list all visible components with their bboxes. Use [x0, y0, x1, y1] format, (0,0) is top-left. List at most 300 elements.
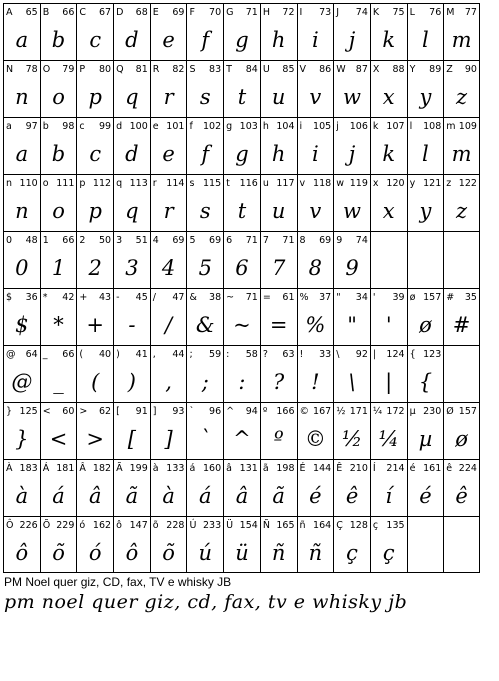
cell-label	[410, 7, 442, 18]
glyph-cell	[76, 3, 113, 60]
cell-label	[79, 463, 111, 474]
glyph-cell	[297, 3, 334, 60]
glyph-sample: z	[456, 85, 468, 109]
cell-label	[43, 7, 75, 18]
cell-code: 50	[98, 235, 112, 246]
glyph-sample: º	[273, 427, 284, 451]
cell-label	[446, 7, 477, 18]
glyph-sample: ^	[233, 427, 251, 451]
glyph-cell	[76, 459, 113, 516]
cell-char: R	[152, 64, 160, 75]
cell-code: 67	[98, 7, 112, 18]
glyph-cell	[113, 402, 150, 459]
glyph-sample: ç	[382, 541, 395, 565]
cell-label	[446, 292, 477, 303]
glyph-cell	[370, 288, 407, 345]
glyph-sample: ô	[125, 541, 139, 565]
cell-char: Ã	[116, 463, 123, 474]
cell-char: U	[262, 64, 270, 75]
glyph-sample: a	[15, 142, 29, 166]
cell-label	[263, 64, 295, 75]
cell-code: 68	[135, 7, 148, 18]
cell-code: 88	[392, 64, 405, 75]
glyph-cell	[407, 459, 444, 516]
cell-label	[79, 520, 111, 531]
cell-label	[116, 406, 148, 417]
cell-char: ê	[446, 463, 453, 474]
glyph-cell	[150, 402, 187, 459]
glyph-cell	[333, 117, 370, 174]
glyph-cell	[333, 231, 370, 288]
cell-label	[153, 292, 185, 303]
cell-code: 35	[464, 292, 477, 303]
glyph-cell	[297, 174, 334, 231]
cell-label	[263, 349, 295, 360]
cell-code: 119	[349, 178, 368, 189]
cell-code: 51	[135, 235, 148, 246]
cell-char: B	[42, 7, 50, 18]
cell-label	[153, 7, 185, 18]
cell-code: 69	[172, 235, 185, 246]
glyph-sample: t	[237, 199, 247, 223]
glyph-cell	[260, 60, 297, 117]
cell-char: [	[116, 406, 120, 417]
cell-code: 89	[429, 64, 442, 75]
glyph-sample: g	[235, 142, 249, 166]
glyph-sample: t	[237, 85, 247, 109]
cell-code: 81	[135, 64, 148, 75]
glyph-cell	[76, 516, 113, 573]
cell-label	[300, 64, 332, 75]
cell-char: Õ	[42, 520, 51, 531]
cell-code: 47	[172, 292, 185, 303]
glyph-cell	[3, 345, 40, 402]
cell-code: 109	[458, 121, 477, 132]
cell-label	[226, 520, 258, 531]
glyph-cell	[443, 459, 480, 516]
glyph-cell	[260, 459, 297, 516]
glyph-sample: õ	[52, 541, 65, 565]
cell-code: 74	[355, 235, 368, 246]
cell-label	[79, 64, 111, 75]
cell-code: 44	[172, 349, 185, 360]
sample-rendered-text: pm noel quer giz, cd, fax, tv e whisky jb	[4, 591, 408, 613]
glyph-sample: é	[419, 484, 432, 508]
cell-char: (	[79, 349, 84, 360]
cell-code: 69	[209, 235, 222, 246]
cell-label	[300, 520, 332, 531]
cell-code: 103	[239, 121, 258, 132]
cell-char: s	[189, 178, 195, 189]
glyph-sample: *	[53, 313, 64, 337]
cell-char: 9	[336, 235, 343, 246]
cell-char: %	[299, 292, 309, 303]
cell-label	[410, 349, 442, 360]
grid-row	[3, 60, 493, 117]
glyph-cell	[113, 231, 150, 288]
cell-label	[43, 520, 75, 531]
cell-code: 230	[423, 406, 442, 417]
cell-char: X	[372, 64, 380, 75]
cell-char: v	[299, 178, 306, 189]
cell-label	[79, 121, 111, 132]
glyph-cell	[223, 345, 260, 402]
cell-char: G	[226, 7, 234, 18]
cell-label	[153, 406, 185, 417]
glyph-cell	[3, 3, 40, 60]
glyph-sample: á	[199, 484, 212, 508]
cell-char: T	[226, 64, 232, 75]
cell-char: h	[262, 121, 269, 132]
glyph-cell	[223, 459, 260, 516]
glyph-sample: [	[127, 427, 136, 451]
glyph-cell	[3, 516, 40, 573]
cell-char: ô	[116, 520, 122, 531]
cell-code: 33	[319, 349, 332, 360]
glyph-cell	[333, 3, 370, 60]
cell-char: g	[226, 121, 233, 132]
glyph-cell	[297, 516, 334, 573]
glyph-sample: á	[52, 484, 65, 508]
cell-code: 107	[386, 121, 405, 132]
cell-code: 97	[25, 121, 38, 132]
cell-code: 60	[62, 406, 75, 417]
glyph-sample: p	[88, 85, 102, 109]
glyph-cell	[260, 117, 297, 174]
glyph-cell	[186, 174, 223, 231]
cell-code: 171	[349, 406, 368, 417]
cell-char: #	[446, 292, 455, 303]
glyph-sample: l	[422, 142, 429, 166]
cell-label	[116, 64, 148, 75]
glyph-cell	[407, 288, 444, 345]
glyph-sample: s	[199, 199, 211, 223]
glyph-sample: h	[271, 142, 286, 166]
cell-label	[300, 463, 332, 474]
glyph-cell	[113, 117, 150, 174]
cell-char: -	[116, 292, 120, 303]
glyph-sample: ]	[164, 427, 173, 451]
cell-char: <	[42, 406, 51, 417]
cell-char: Â	[79, 463, 86, 474]
cell-code: 69	[319, 235, 332, 246]
cell-char: u	[262, 178, 269, 189]
cell-code: 66	[62, 7, 75, 18]
cell-code: 70	[209, 7, 222, 18]
cell-char: ¼	[372, 406, 383, 417]
cell-code: 121	[423, 178, 442, 189]
cell-label	[226, 7, 258, 18]
sample-caption: PM Noel quer giz, CD, fax, TV e whisky JB	[4, 575, 232, 589]
cell-char: Ç	[336, 520, 343, 531]
cell-char: m	[446, 121, 456, 132]
glyph-sample: /	[165, 313, 173, 337]
glyph-cell	[186, 3, 223, 60]
cell-char: V	[299, 64, 306, 75]
cell-code: 75	[392, 7, 405, 18]
cell-label	[6, 235, 38, 246]
cell-char: C	[79, 7, 87, 18]
cell-code: 61	[282, 292, 295, 303]
glyph-cell	[113, 459, 150, 516]
glyph-cell	[186, 60, 223, 117]
cell-code: 58	[245, 349, 258, 360]
cell-char: o	[42, 178, 49, 189]
cell-label	[153, 520, 185, 531]
glyph-sample: @	[11, 370, 33, 394]
glyph-sample: ñ	[308, 541, 323, 565]
cell-code: 85	[282, 64, 295, 75]
cell-label	[189, 121, 221, 132]
cell-code: 63	[282, 349, 295, 360]
cell-char: ñ	[299, 520, 306, 531]
cell-code: 120	[386, 178, 405, 189]
glyph-cell	[150, 231, 187, 288]
glyph-cell	[443, 402, 480, 459]
cell-label	[116, 121, 148, 132]
cell-label	[336, 406, 368, 417]
glyph-sample: q	[125, 85, 139, 109]
cell-code: 112	[92, 178, 112, 189]
cell-code: 229	[56, 520, 75, 531]
cell-char: ½	[336, 406, 346, 417]
cell-code: 114	[166, 178, 185, 189]
cell-code: 40	[98, 349, 112, 360]
cell-label	[6, 520, 38, 531]
cell-label	[189, 7, 221, 18]
glyph-cell	[333, 288, 370, 345]
glyph-cell	[3, 459, 40, 516]
cell-code: 111	[56, 178, 75, 189]
glyph-cell	[40, 231, 77, 288]
cell-code: 165	[276, 520, 295, 531]
glyph-sample: 4	[161, 256, 176, 280]
cell-label	[189, 178, 221, 189]
cell-code: 105	[313, 121, 332, 132]
cell-char: â	[226, 463, 232, 474]
cell-char: ~	[226, 292, 235, 303]
cell-char: ø	[409, 292, 416, 303]
empty-cell	[443, 231, 480, 288]
glyph-sample: e	[162, 28, 175, 52]
glyph-sample: i	[311, 28, 319, 52]
cell-char: n	[6, 178, 13, 189]
glyph-cell	[297, 288, 334, 345]
cell-char: M	[446, 7, 455, 18]
cell-char: k	[372, 121, 379, 132]
glyph-cell	[76, 231, 113, 288]
cell-label	[79, 178, 111, 189]
cell-char: {	[409, 349, 416, 360]
glyph-sample: m	[451, 142, 472, 166]
cell-label	[300, 292, 332, 303]
cell-code: 117	[276, 178, 295, 189]
cell-label	[410, 463, 442, 474]
glyph-sample: r	[163, 199, 174, 223]
cell-char: `	[189, 406, 195, 417]
cell-char: º	[262, 406, 268, 417]
cell-code: 226	[19, 520, 38, 531]
glyph-cell	[150, 60, 187, 117]
cell-label	[6, 121, 38, 132]
cell-label	[446, 64, 477, 75]
glyph-sample: ô	[15, 541, 29, 565]
cell-code: 91	[135, 406, 148, 417]
cell-char: j	[336, 121, 339, 132]
glyph-sample: h	[271, 28, 286, 52]
glyph-sample: 2	[88, 256, 102, 280]
cell-char: r	[152, 178, 157, 189]
cell-label	[446, 178, 477, 189]
glyph-sample: j	[348, 142, 356, 166]
glyph-cell	[113, 60, 150, 117]
cell-label	[43, 406, 75, 417]
grid-row	[3, 459, 493, 516]
cell-char: µ	[409, 406, 416, 417]
cell-label	[116, 235, 148, 246]
cell-char: y	[409, 178, 416, 189]
cell-label	[300, 121, 332, 132]
glyph-cell	[40, 117, 77, 174]
cell-char: À	[6, 463, 13, 474]
glyph-sample: l	[422, 28, 429, 52]
cell-char: F	[189, 7, 195, 18]
cell-code: 181	[56, 463, 75, 474]
cell-char: q	[116, 178, 123, 189]
cell-code: 92	[355, 349, 368, 360]
cell-char: b	[42, 121, 49, 132]
glyph-sample: u	[271, 85, 286, 109]
cell-label	[226, 463, 258, 474]
cell-label	[336, 292, 368, 303]
cell-char: á	[189, 463, 196, 474]
cell-label	[189, 292, 221, 303]
cell-char: Á	[42, 463, 50, 474]
cell-char: >	[79, 406, 88, 417]
cell-label	[373, 64, 405, 75]
glyph-sample: x	[382, 199, 395, 223]
cell-label	[263, 235, 295, 246]
cell-label	[6, 349, 38, 360]
cell-char: 2	[79, 235, 86, 246]
glyph-sample: õ	[162, 541, 175, 565]
cell-label	[153, 121, 185, 132]
cell-char: +	[79, 292, 88, 303]
cell-label	[263, 463, 295, 474]
cell-char: ?	[262, 349, 268, 360]
cell-code: 41	[135, 349, 148, 360]
glyph-sample: z	[456, 199, 468, 223]
cell-char: K	[372, 7, 380, 18]
glyph-cell	[40, 288, 77, 345]
cell-char: ]	[152, 406, 157, 417]
glyph-cell	[443, 3, 480, 60]
cell-char: O	[42, 64, 51, 75]
cell-code: 167	[313, 406, 332, 417]
glyph-sample: `	[200, 427, 211, 451]
glyph-cell	[186, 117, 223, 174]
glyph-sample: ¼	[378, 427, 399, 451]
glyph-cell	[260, 345, 297, 402]
glyph-sample: p	[88, 199, 102, 223]
glyph-cell	[113, 288, 150, 345]
cell-char: ç	[372, 520, 379, 531]
cell-char: W	[336, 64, 346, 75]
cell-label	[300, 349, 332, 360]
glyph-sample: -	[128, 313, 136, 337]
glyph-cell	[150, 288, 187, 345]
glyph-cell	[333, 459, 370, 516]
cell-label	[263, 292, 295, 303]
glyph-cell	[407, 3, 444, 60]
glyph-sample: k	[382, 28, 396, 52]
glyph-sample: e	[162, 142, 175, 166]
cell-char: Í	[372, 463, 376, 474]
glyph-cell	[370, 516, 407, 573]
grid-row	[3, 402, 493, 459]
cell-char: S	[189, 64, 196, 75]
cell-code: 86	[319, 64, 332, 75]
cell-char: Ñ	[262, 520, 270, 531]
glyph-sample: ø	[455, 427, 468, 451]
cell-label	[43, 178, 75, 189]
cell-label	[43, 463, 75, 474]
grid-row	[3, 117, 493, 174]
cell-code: 115	[202, 178, 222, 189]
glyph-cell	[223, 288, 260, 345]
glyph-cell	[223, 516, 260, 573]
glyph-sample: 8	[308, 256, 323, 280]
glyph-sample: ç	[346, 541, 358, 565]
grid-row	[3, 231, 493, 288]
glyph-cell	[407, 117, 444, 174]
cell-code: 71	[245, 7, 258, 18]
cell-code: 224	[458, 463, 477, 474]
glyph-sample: n	[15, 199, 29, 223]
glyph-sample: 1	[51, 256, 66, 280]
glyph-cell	[3, 231, 40, 288]
cell-label	[189, 64, 221, 75]
glyph-sample: y	[419, 85, 432, 109]
cell-code: 161	[423, 463, 442, 474]
cell-label	[189, 463, 221, 474]
glyph-cell	[333, 402, 370, 459]
glyph-sample: |	[385, 370, 393, 394]
glyph-cell	[260, 231, 297, 288]
glyph-sample: v	[309, 85, 322, 109]
cell-label	[116, 463, 148, 474]
glyph-cell	[76, 117, 113, 174]
glyph-cell	[370, 402, 407, 459]
cell-label	[6, 178, 38, 189]
cell-label	[373, 520, 405, 531]
cell-label	[373, 178, 405, 189]
cell-label	[189, 406, 221, 417]
cell-char: E	[152, 7, 159, 18]
glyph-sample: 5	[198, 256, 212, 280]
cell-label	[226, 235, 258, 246]
cell-label	[79, 235, 111, 246]
glyph-sample: ê	[345, 484, 359, 508]
glyph-cell	[150, 516, 187, 573]
cell-label	[226, 64, 258, 75]
glyph-sample: {	[418, 370, 433, 394]
empty-cell	[407, 516, 444, 573]
grid-row	[3, 345, 493, 402]
glyph-sample: q	[125, 199, 139, 223]
cell-code: 65	[25, 7, 38, 18]
glyph-cell	[297, 117, 334, 174]
